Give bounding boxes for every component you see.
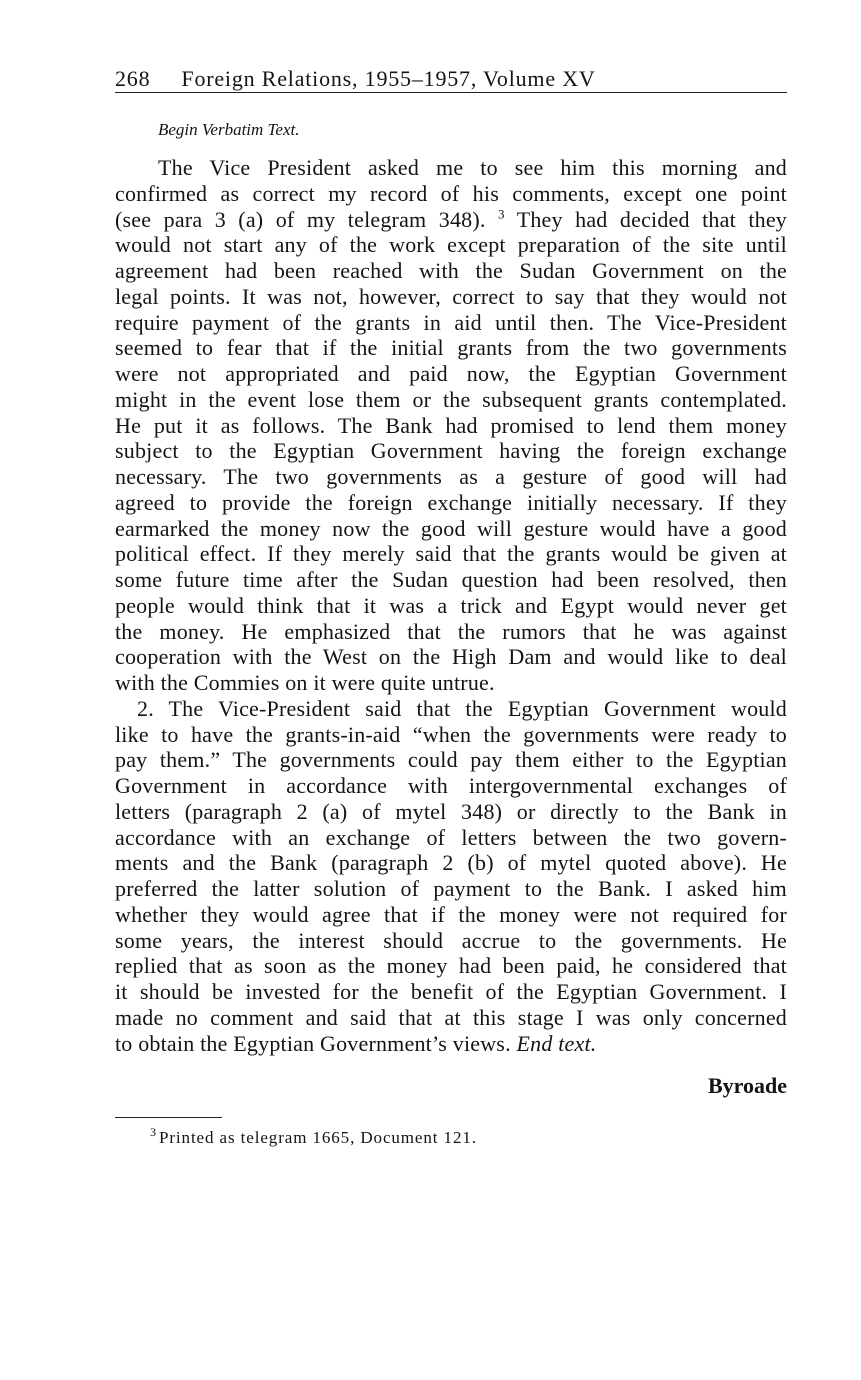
body-line: were not appropriated and paid now, the Egyptian Government (115, 361, 787, 386)
footnote (150, 1125, 477, 1151)
body-line: accordance with an exchange of letters between the two govern- (115, 824, 787, 850)
paragraph-1 (115, 155, 787, 696)
body-line (115, 1031, 787, 1057)
body-line: might in the event lose them or the subsequent grants contemplated. (115, 386, 787, 412)
body-line: it should be invested for the benefit of the Egyptian Government. I (115, 979, 787, 1004)
body-line: made no comment and said that at this stage I was only concerned (115, 1004, 787, 1030)
intro-heading: Begin Verbatim Text. (158, 120, 300, 139)
body-line: letters (paragraph 2 (a) of mytel 348) or directly to the Bank in (115, 798, 787, 824)
body-line: some years, the interest should accrue to the governments. He (115, 927, 787, 953)
body-line: like to have the grants-in-aid “when the governments were ready to (115, 721, 787, 747)
body-line (115, 207, 787, 233)
body-line: people would think that it was a trick and Egypt would never get (115, 592, 787, 618)
footnote-marker: 3 (150, 1125, 156, 1140)
body-line: 2. The Vice-President said that the Egyptian Government would (137, 695, 787, 721)
body-line: necessary. The two governments as a gesture of good will had (115, 464, 787, 489)
line-text: They had decided that they (504, 206, 787, 232)
footnote-divider (115, 1117, 222, 1118)
body-line: seemed to fear that if the initial grants from the two governments (115, 335, 787, 361)
body-line: legal points. It was not, however, correct to say that they would not (115, 283, 787, 309)
body-line: subject to the Egyptian Government having the foreign exchange (115, 438, 787, 464)
footnote-text: Printed as telegram 1665, Document 121. (159, 1128, 477, 1147)
body-text (115, 155, 787, 1056)
body-line: preferred the latter solution of payment to the Bank. I asked him (115, 876, 787, 901)
body-line: He put it as follows. The Bank had promised to lend them money (115, 412, 787, 438)
body-line: confirmed as correct my record of his comments, except one point (115, 180, 787, 206)
body-line: Government in accordance with intergovernmental exchanges of (115, 773, 787, 798)
body-line: The Vice President asked me to see him this morning and (158, 155, 787, 180)
body-line: earmarked the money now the good will gesture would have a good (115, 515, 787, 541)
line-text: (see para 3 (a) of my telegram 348). (115, 206, 498, 232)
body-line: with the Commies on it were quite untrue. (115, 670, 495, 695)
running-head (115, 66, 787, 93)
body-line: whether they would agree that if the money were not required for (115, 901, 787, 927)
signature: Byroade (707, 1073, 787, 1098)
running-title: Foreign Relations, 1955–1957, Volume XV (181, 66, 596, 91)
body-line: some future time after the Sudan question had been resolved, then (115, 567, 787, 592)
body-line: agreement had been reached with the Sudan Government on the (115, 258, 787, 283)
body-line: would not start any of the work except preparation of the site until (115, 232, 787, 258)
paragraph-2 (115, 696, 787, 1057)
footnote-reference: 3 (498, 206, 505, 222)
body-line: replied that as soon as the money had been paid, he considered that (115, 953, 787, 979)
body-line: agreed to provide the foreign exchange initially necessary. If they (115, 489, 787, 515)
body-line: the money. He emphasized that the rumors that he was against (115, 618, 787, 644)
body-line: pay them.” The governments could pay them either to the Egyptian (115, 747, 787, 773)
body-line: political effect. If they merely said that the grants would be given at (115, 541, 787, 567)
body-line: cooperation with the West on the High Dam and would like to deal (115, 644, 787, 670)
body-line: ments and the Bank (paragraph 2 (b) of mytel quoted above). He (115, 850, 787, 876)
body-line: require payment of the grants in aid until then. The Vice-President (115, 309, 787, 335)
page-number: 268 (115, 66, 151, 91)
end-text-marker: End text. (516, 1030, 597, 1056)
line-text: to obtain the Egyptian Government’s views. (115, 1030, 517, 1056)
